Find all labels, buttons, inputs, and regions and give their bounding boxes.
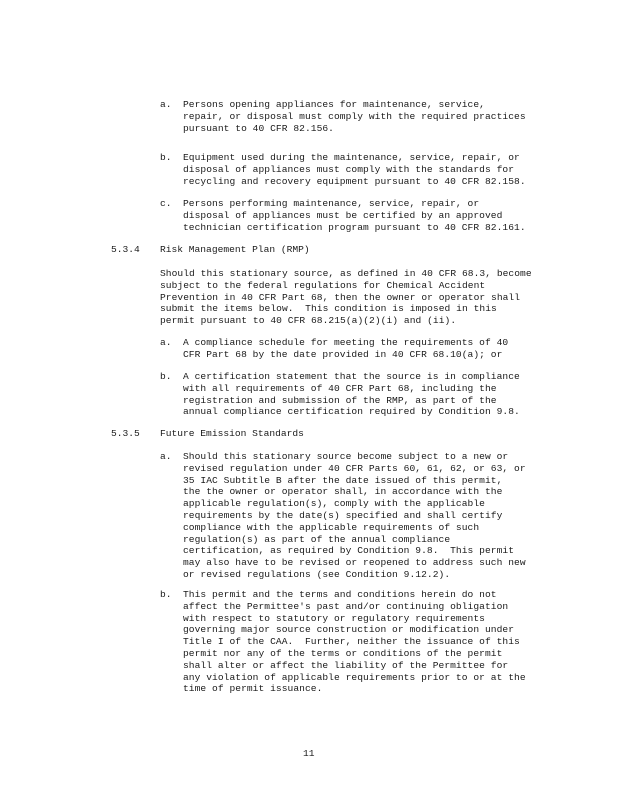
text-line: pursuant to 40 CFR 82.156.	[183, 122, 334, 134]
item-label: b.	[160, 371, 172, 382]
text-line: Persons opening appliances for maintenance, service,	[183, 99, 485, 110]
item-label: a.	[160, 451, 172, 462]
text-line: Equipment used during the maintenance, service, repair, or	[183, 152, 520, 163]
item-label: c.	[160, 198, 172, 209]
section-heading: Future Emission Standards	[160, 428, 304, 439]
list-item-permit-obligations	[183, 589, 526, 695]
text-line: recycling and recovery equipment pursuant to 40 CFR 82.158.	[183, 175, 526, 187]
text-line: affect the Permittee's past and/or continuing obligation	[183, 600, 509, 612]
text-line: revised regulation under 40 CFR Parts 60, 61, 62, or 63, or	[183, 462, 526, 474]
text-line: permit nor any of the terms or conditions of the permit	[183, 647, 503, 659]
text-line: certification, as required by Condition 9.8. This permit	[183, 545, 515, 557]
list-item-certification-statement	[183, 371, 520, 418]
item-label: a.	[160, 337, 172, 348]
list-item-technician-certification	[183, 198, 526, 233]
text-line: Prevention in 40 CFR Part 68, then the owner or operator shall	[160, 291, 521, 303]
text-line: A certification statement that the source is in compliance	[183, 371, 520, 382]
text-line: requirements by the date(s) specified and shall certify	[183, 509, 503, 521]
text-line: registration and submission of the RMP, as part of the	[183, 394, 497, 406]
text-line: disposal of appliances must comply with the standards for	[183, 163, 515, 175]
text-line: may also have to be revised or reopened to address such new	[183, 557, 526, 569]
text-line: with respect to statutory or regulatory requirements	[183, 612, 485, 624]
text-line: This permit and the terms and conditions herein do not	[183, 589, 497, 600]
text-line: Persons performing maintenance, service, repair, or	[183, 198, 480, 209]
text-line: time of permit issuance.	[183, 683, 323, 695]
text-line: the the owner or operator shall, in accordance with the	[183, 486, 503, 498]
text-line: any violation of applicable requirements prior to or at the	[183, 671, 526, 683]
item-label: b.	[160, 589, 172, 600]
section-number: 5.3.5	[111, 428, 140, 439]
section-number: 5.3.4	[111, 244, 140, 255]
text-line: or revised regulations (see Condition 9.12.2).	[183, 568, 451, 580]
section-intro-paragraph	[160, 268, 532, 327]
text-line: governing major source construction or modification under	[183, 624, 515, 636]
item-label: b.	[160, 152, 172, 163]
text-line: permit pursuant to 40 CFR 68.215(a)(2)(i) and (ii).	[160, 315, 457, 327]
list-item-recovery-equipment	[183, 152, 526, 187]
text-line: subject to the federal regulations for Chemical Accident	[160, 279, 486, 291]
text-line: Should this stationary source become subject to a new or	[183, 451, 509, 462]
text-line: annual compliance certification required by Condition 9.8.	[183, 406, 520, 418]
text-line: disposal of appliances must be certified by an approved	[183, 209, 503, 221]
text-line: shall alter or affect the liability of the Permittee for	[183, 659, 509, 671]
list-item-new-regulations	[183, 451, 526, 581]
text-line: Title I of the CAA. Further, neither the issuance of this	[183, 636, 520, 648]
text-line: submit the items below. This condition is imposed in this	[160, 303, 497, 315]
text-line: repair, or disposal must comply with the required practices	[183, 110, 526, 122]
list-item-compliance-schedule	[183, 337, 508, 361]
list-item-refrigerant-practices	[183, 99, 526, 134]
text-line: compliance with the applicable requirements of such	[183, 521, 480, 533]
section-heading: Risk Management Plan (RMP)	[160, 244, 310, 255]
text-line: CFR Part 68 by the date provided in 40 CFR 68.10(a); or	[183, 348, 503, 360]
text-line: Should this stationary source, as defined in 40 CFR 68.3, become	[160, 268, 532, 279]
text-line: regulation(s) as part of the annual compliance	[183, 533, 451, 545]
text-line: with all requirements of 40 CFR Part 68, including the	[183, 382, 497, 394]
text-line: technician certification program pursuant to 40 CFR 82.161.	[183, 221, 526, 233]
text-line: A compliance schedule for meeting the requirements of 40	[183, 337, 509, 348]
text-line: applicable regulation(s), comply with the applicable	[183, 498, 485, 510]
page-number: 11	[303, 748, 315, 759]
item-label: a.	[160, 99, 172, 110]
text-line: 35 IAC Subtitle B after the date issued of this permit,	[183, 474, 503, 486]
